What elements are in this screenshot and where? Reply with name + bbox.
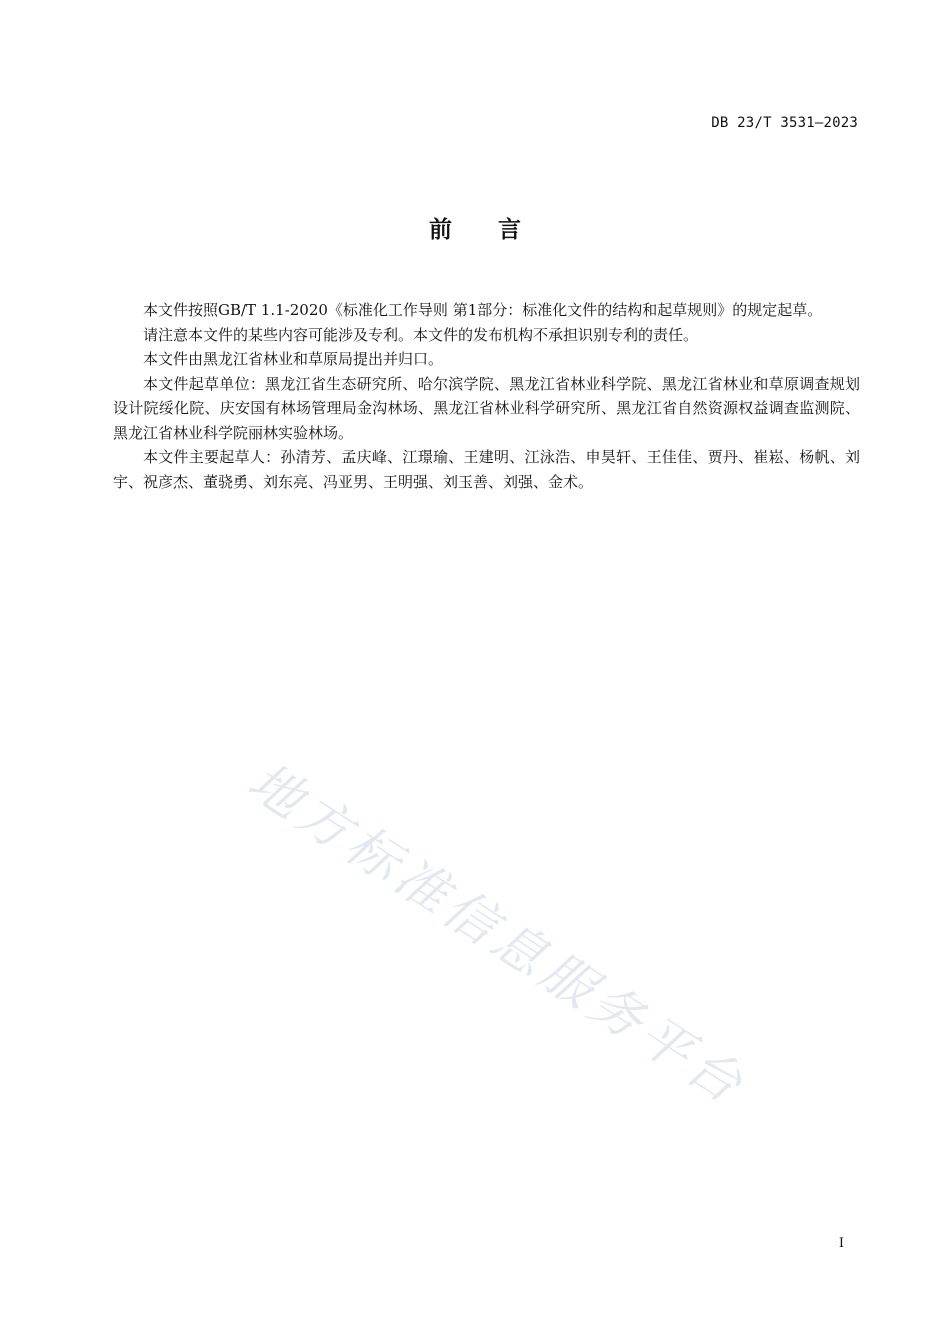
- paragraph-drafters: 本文件主要起草人：孙清芳、孟庆峰、江璟瑜、王建明、江泳浩、申昊轩、王佳佳、贾丹、崔崧、杨帆、刘宇、祝彦杰、董骁勇、刘东亮、冯亚男、王明强、刘玉善、刘强、金术。: [113, 448, 860, 491]
- foreword-body: [113, 298, 860, 494]
- page-number: I: [838, 1236, 844, 1251]
- paragraph-proposer: 本文件由黑龙江省林业和草原局提出并归口。: [143, 350, 444, 368]
- title-char-1: 前: [429, 217, 452, 243]
- paragraph-drafting-basis: 本文件按照GB/T 1.1-2020《标准化工作导则 第1部分：标准化文件的结构和起草规则》的规定起草。: [143, 301, 823, 319]
- title-char-2: 言: [498, 217, 521, 243]
- paragraph-drafting-units: 本文件起草单位：黑龙江省生态研究所、哈尔滨学院、黑龙江省林业科学院、黑龙江省林业和草原调查规划设计院绥化院、庆安国有林场管理局金沟林场、黑龙江省林业科学研究所、黑龙江省自然资源权益调查监测院、黑龙江省林业科学院丽林实验林场。: [113, 374, 860, 442]
- watermark: 地方标准信息服务平台: [237, 751, 757, 1118]
- page-title: [0, 211, 950, 244]
- document-code: DB 23/T 3531—2023: [711, 115, 858, 131]
- paragraph-patent-notice: 请注意本文件的某些内容可能涉及专利。本文件的发布机构不承担识别专利的责任。: [143, 325, 699, 344]
